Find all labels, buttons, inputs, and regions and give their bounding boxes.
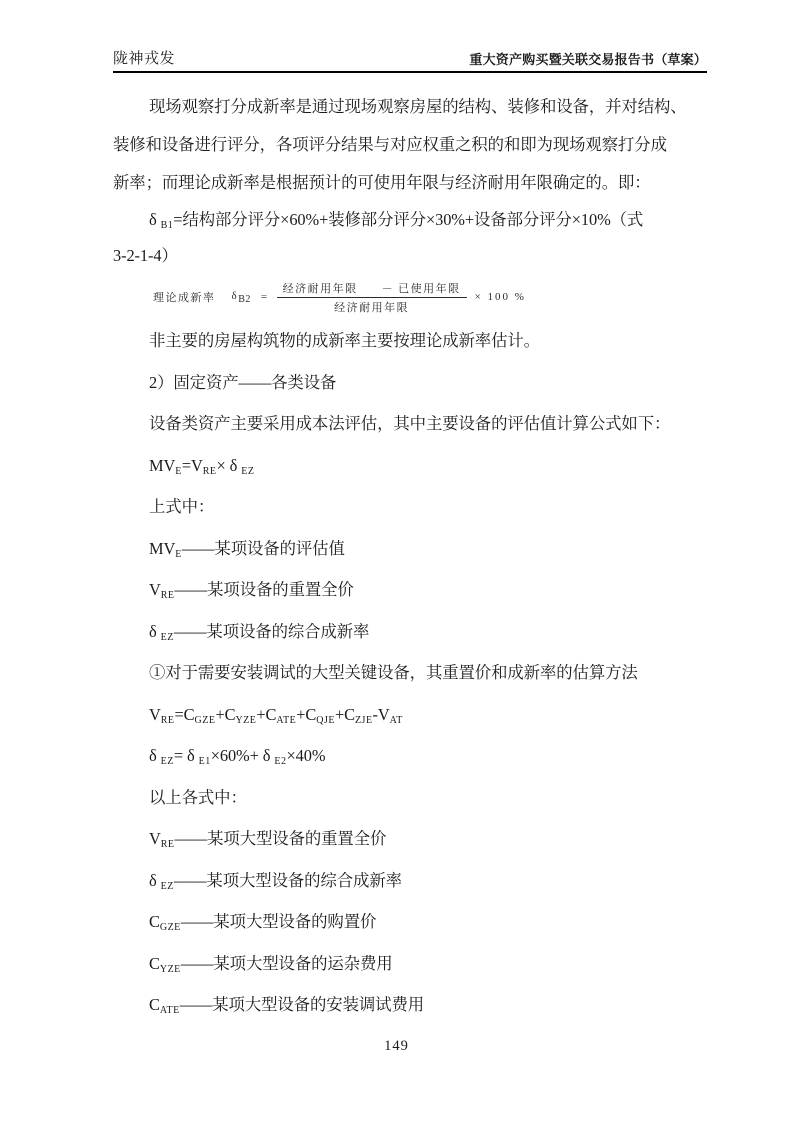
fraction xyxy=(277,280,467,315)
text-line xyxy=(113,860,697,902)
text-segment: 新率；而理论成新率是根据预计的可使用年限与经济耐用年限确定的。即： xyxy=(113,173,651,192)
text-segment: -V xyxy=(372,704,390,724)
text-segment: 非主要的房屋构筑物的成新率主要按理论成新率估计。 xyxy=(149,331,540,350)
text-segment: +C xyxy=(215,704,236,724)
subscript: RE xyxy=(160,839,175,850)
text-segment: δ xyxy=(149,621,161,641)
header-company-name: 陇神戎发 xyxy=(113,51,176,67)
text-segment: 现场观察打分成新率是通过现场观察房屋的结构、装修和设备，并对结构、 xyxy=(149,97,687,116)
subscript: YZE xyxy=(159,963,181,975)
numerator-term: 经济耐用年限 xyxy=(282,282,358,295)
subscript: RE xyxy=(160,590,175,601)
text-line xyxy=(113,445,697,487)
text-segment: ①对于需要安装调试的大型关键设备，其重置价和成新率的估算方法 xyxy=(149,663,638,682)
text-line xyxy=(113,403,697,445)
numerator-term: 已使用年限 xyxy=(398,282,461,295)
text-segment: =V xyxy=(181,455,203,475)
text-segment: ——某项大型设备的安装调试费用 xyxy=(179,995,425,1014)
delta-symbol: δB2 xyxy=(231,289,251,305)
subscript: YZE xyxy=(235,714,257,726)
text-line xyxy=(113,486,697,528)
text-line xyxy=(113,611,697,653)
text-segment: ×60%+ δ xyxy=(210,746,275,765)
formula-line xyxy=(113,238,697,274)
percent-factor: × 100 % xyxy=(474,291,526,303)
subscript: ZJE xyxy=(354,714,373,726)
subscript: EZ xyxy=(160,631,174,643)
text-segment: δ xyxy=(149,746,161,765)
fraction-denominator: 经济耐用年限 xyxy=(334,301,410,314)
text-segment: C xyxy=(149,995,160,1014)
fraction-numerator xyxy=(277,280,467,298)
text-segment: 装修和设备进行评分，各项评分结果与对应权重之积的和即为现场观察打分成 xyxy=(113,135,667,154)
text-line xyxy=(113,984,697,1026)
subscript: E xyxy=(175,548,182,560)
text-line xyxy=(113,569,697,611)
page-header xyxy=(113,44,707,68)
text-segment: ——某项大型设备的运杂费用 xyxy=(180,953,393,973)
text-line xyxy=(113,320,697,362)
text-segment: MV xyxy=(149,455,176,475)
minus-sign: － xyxy=(381,282,395,295)
subscript: EZ xyxy=(241,465,255,477)
subscript: RE xyxy=(160,714,175,726)
text-segment: δ xyxy=(149,210,161,229)
subscript: B1 xyxy=(160,220,174,231)
text-segment: ——某项设备的评估值 xyxy=(181,538,345,558)
text-segment: 以上各式中： xyxy=(149,787,247,807)
header-divider xyxy=(113,71,707,73)
subscript: ATE xyxy=(159,1005,180,1016)
text-segment: ——某项设备的重置全价 xyxy=(174,580,354,599)
text-segment: +C xyxy=(296,704,317,724)
text-line xyxy=(113,735,697,777)
subscript: QJE xyxy=(316,714,335,726)
text-segment: +C xyxy=(334,704,355,724)
text-line xyxy=(113,88,697,126)
text-segment: C xyxy=(149,953,160,973)
delta-subscript: B2 xyxy=(238,293,251,305)
text-segment: V xyxy=(149,580,161,599)
text-segment: ——某项大型设备的重置全价 xyxy=(174,829,387,848)
subscript: GZE xyxy=(194,714,216,726)
text-segment: × δ xyxy=(216,455,242,475)
text-line xyxy=(113,164,697,202)
text-line xyxy=(113,652,697,694)
subscript: GZE xyxy=(159,922,181,933)
subscript: ATE xyxy=(276,714,297,726)
text-segment: = δ xyxy=(173,746,199,765)
text-segment: ——某项设备的综合成新率 xyxy=(173,621,370,641)
text-segment: =C xyxy=(174,704,195,724)
theoretical-rate-formula xyxy=(113,274,697,320)
text-segment: ×40% xyxy=(286,746,326,765)
subscript: E1 xyxy=(198,756,211,767)
text-segment: MV xyxy=(149,538,176,558)
equals-sign: = xyxy=(260,291,269,303)
text-line xyxy=(113,126,697,164)
subscript: EZ xyxy=(160,880,174,892)
subscript: E xyxy=(175,465,182,477)
subscript: E2 xyxy=(274,756,287,767)
text-line xyxy=(113,694,697,736)
subscript: RE xyxy=(202,465,217,477)
text-line xyxy=(113,528,697,570)
text-segment: V xyxy=(149,704,161,724)
text-segment: +C xyxy=(256,704,277,724)
text-line xyxy=(113,901,697,943)
header-report-title: 重大资产购买暨关联交易报告书（草案） xyxy=(469,52,707,67)
subscript: EZ xyxy=(160,756,174,767)
text-segment: 2）固定资产——各类设备 xyxy=(149,372,337,392)
formula-label: 理论成新率 xyxy=(153,292,216,304)
text-segment: 设备类资产主要采用成本法评估，其中主要设备的评估值计算公式如下： xyxy=(149,414,671,433)
text-line xyxy=(113,362,697,404)
text-segment: C xyxy=(149,912,160,931)
text-segment: δ xyxy=(149,870,161,890)
formula-line xyxy=(113,202,697,238)
page-body xyxy=(113,88,697,1026)
text-line xyxy=(113,777,697,819)
text-segment: ——某项大型设备的购置价 xyxy=(180,912,377,931)
text-segment: 上式中： xyxy=(149,497,215,516)
text-segment: =结构部分评分×60%+装修部分评分×30%+设备部分评分×10%（式 xyxy=(173,210,644,229)
text-line xyxy=(113,818,697,860)
text-segment: ——某项大型设备的综合成新率 xyxy=(173,870,402,890)
page-number: 149 xyxy=(384,1038,409,1054)
text-segment: 3-2-1-4） xyxy=(113,246,178,265)
text-segment: V xyxy=(149,829,161,848)
subscript: AT xyxy=(389,714,403,726)
text-line xyxy=(113,943,697,985)
